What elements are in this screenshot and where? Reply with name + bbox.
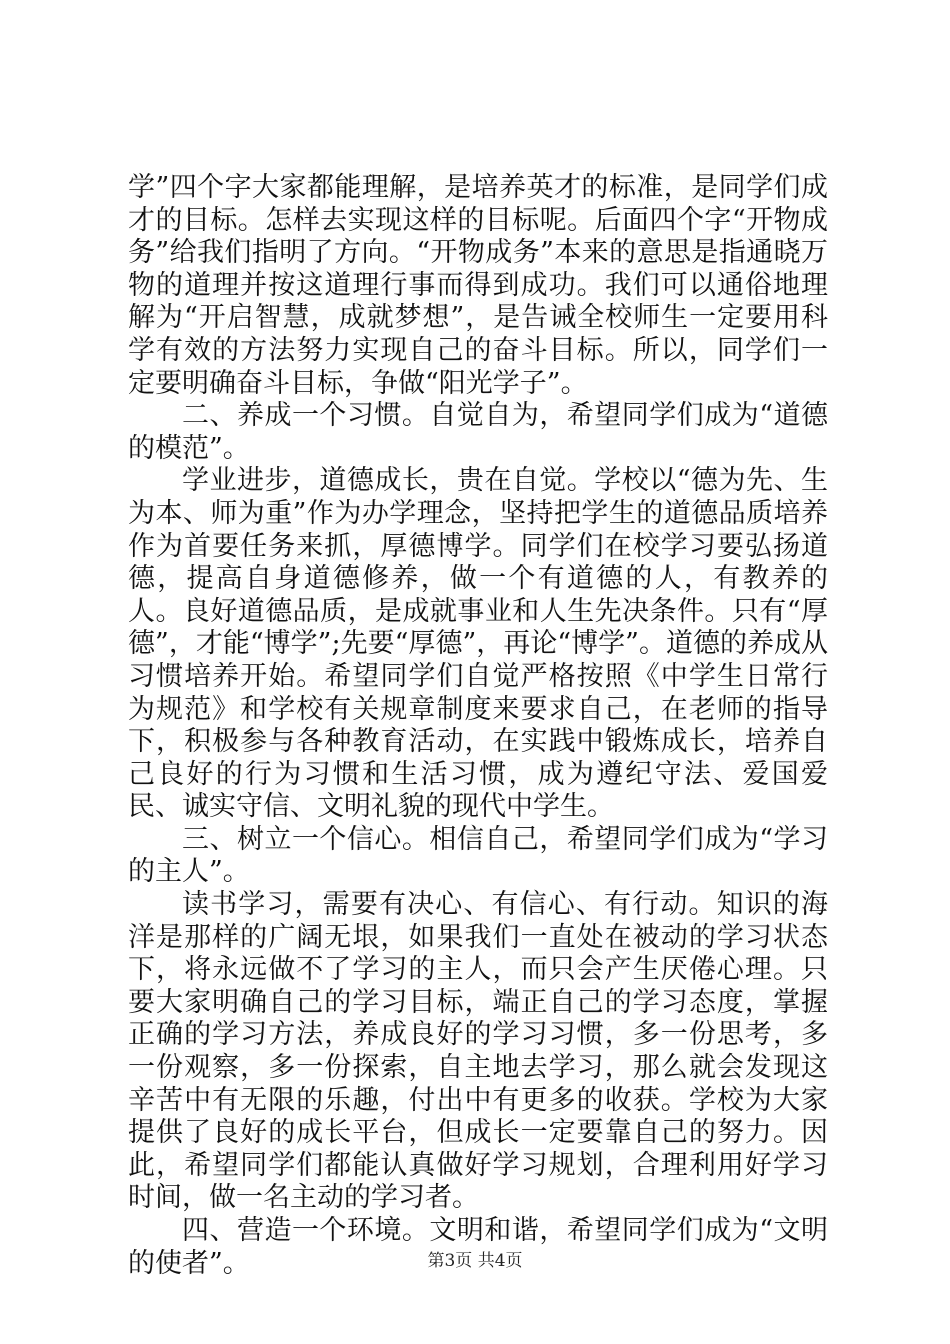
section-heading-confidence: 三、树立一个信心。相信自己，希望同学们成为“学习的主人”。	[128, 823, 828, 888]
document-body	[128, 172, 828, 1280]
section-heading-environment: 四、营造一个环境。文明和谐，希望同学们成为“文明的使者”。	[128, 1215, 828, 1279]
paragraph-continuation: 学”四个字大家都能理解，是培养英才的标准，是同学们成才的目标。怎样去实现这样的目标呢。后面四个字“开物成务”给我们指明了方向。“开物成务”本来的意思是指通晓万物的道理并按这道理行事而得到成功。我们可以通俗地理解为“开启智慧，成就梦想”，是告诫全校师生一定要用科学有效的方法努力实现自己的奋斗目标。所以，同学们一定要明确奋斗目标，争做“阳光学子”。	[128, 172, 828, 399]
paragraph-morality: 学业进步，道德成长，贵在自觉。学校以“德为先、生为本、师为重”作为办学理念，坚持把学生的道德品质培养作为首要任务来抓，厚德博学。同学们在校学习要弘扬道德，提高自身道德修养，做一个有道德的人，有教养的人。良好道德品质，是成就事业和人生先决条件。只有“厚德”，才能“博学”;先要“厚德”，再论“博学”。道德的养成从习惯培养开始。希望同学们自觉严格按照《中学生日常行为规范》和学校有关规章制度来要求自己，在老师的指导下，积极参与各种教育活动，在实践中锻炼成长，培养自己良好的行为习惯和生活习惯，成为遵纪守法、爱国爱民、诚实守信、文明礼貌的现代中学生。	[128, 465, 828, 823]
section-heading-habit: 二、养成一个习惯。自觉自为，希望同学们成为“道德的模范”。	[128, 400, 828, 464]
page-number-footer: 第3页 共4页	[427, 1251, 523, 1271]
paragraph-learning: 读书学习，需要有决心、有信心、有行动。知识的海洋是那样的广阔无垠，如果我们一直处在被动的学习状态下，将永远做不了学习的主人，而只会产生厌倦心理。只要大家明确自己的学习目标，端正自己的学习态度，掌握正确的学习方法，养成良好的学习习惯，多一份思考，多一份观察，多一份探索，自主地去学习，那么就会发现这辛苦中有无限的乐趣，付出中有更多的收获。学校为大家提供了良好的成长平台，但成长一定要靠自己的努力。因此，希望同学们都能认真做好学习规划，合理利用好学习时间，做一名主动的学习者。	[128, 889, 828, 1214]
